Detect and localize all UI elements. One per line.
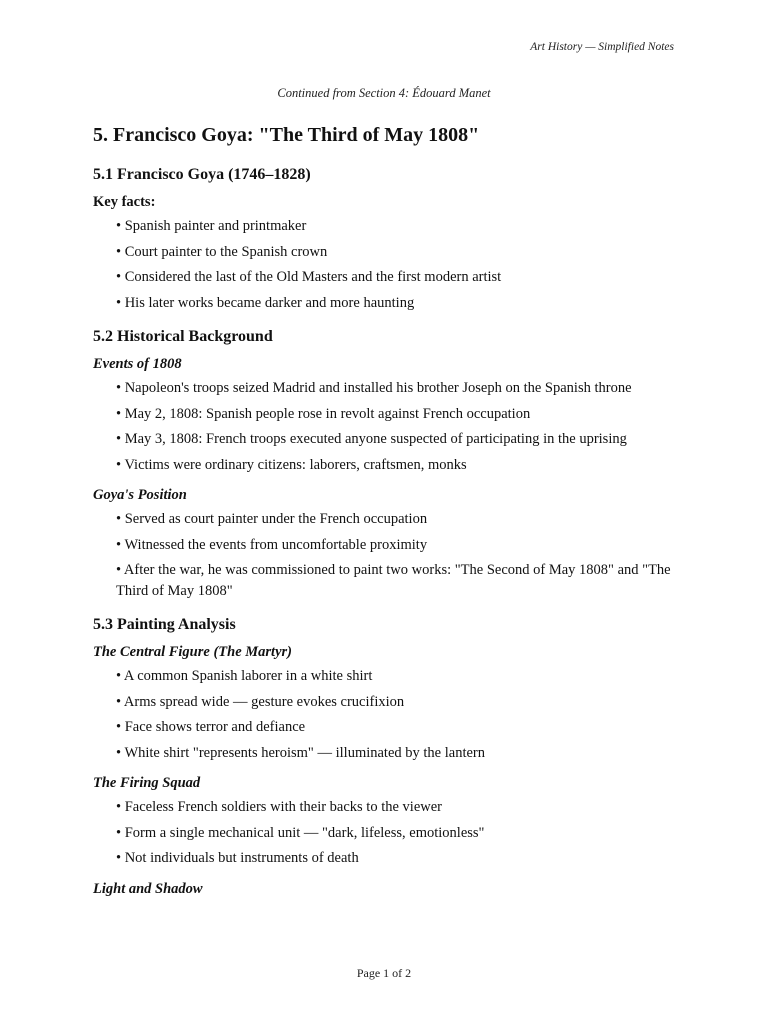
- bullet-list: [93, 216, 683, 313]
- list-item: • Arms spread wide — gesture evokes crucifixion: [116, 693, 405, 710]
- section-historical-background: [93, 326, 683, 601]
- list-item: • Considered the last of the Old Masters and the first modern artist: [116, 269, 502, 285]
- bullet-list: [93, 797, 683, 869]
- page-number: Page 1 of 2: [356, 966, 412, 980]
- subsection-goyas-position: [93, 485, 683, 601]
- section-heading: 5.2 Historical Background: [93, 328, 273, 345]
- subsection-heading: Goya's Position: [93, 487, 187, 503]
- subsection-central-figure: [93, 642, 683, 763]
- list-item: • After the war, he was commissioned to paint two works: "The Second of May 1808" and "The Third of May 1808": [116, 562, 671, 599]
- subsection-light-shadow: [93, 879, 683, 899]
- list-item: • Served as court painter under the French occupation: [116, 511, 428, 527]
- subsection-key-facts: [93, 192, 683, 313]
- subsection-heading: Key facts:: [93, 194, 156, 210]
- section-painting-analysis: [93, 614, 683, 899]
- list-item: • Napoleon's troops seized Madrid and installed his brother Joseph on the Spanish throne: [116, 380, 632, 396]
- list-item: • Spanish painter and printmaker: [116, 218, 307, 234]
- list-item: • A common Spanish laborer in a white shirt: [116, 668, 373, 684]
- list-item: • Faceless French soldiers with their backs to the viewer: [116, 799, 443, 815]
- list-item: • Court painter to the Spanish crown: [116, 243, 328, 260]
- subsection-events-1808: [93, 354, 683, 475]
- bullet-list: [93, 666, 683, 763]
- list-item: • Victims were ordinary citizens: laborers, craftsmen, monks: [116, 456, 467, 473]
- list-item: • White shirt "represents heroism" — illuminated by the lantern: [116, 744, 485, 761]
- running-header: Art History — Simplified Notes: [530, 41, 674, 53]
- list-item: • Face shows terror and defiance: [116, 719, 306, 735]
- document-body: [93, 122, 683, 912]
- list-item: • May 2, 1808: Spanish people rose in revolt against French occupation: [116, 405, 531, 422]
- subsection-firing-squad: [93, 773, 683, 869]
- bullet-list: [93, 509, 683, 601]
- continued-note: Continued from Section 4: Édouard Manet: [277, 86, 491, 100]
- subsection-heading: Events of 1808: [93, 356, 182, 372]
- list-item: • Witnessed the events from uncomfortable proximity: [116, 536, 428, 553]
- list-item: • Form a single mechanical unit — "dark, lifeless, emotionless": [116, 824, 485, 841]
- bullet-list: [93, 378, 683, 475]
- list-item: • May 3, 1808: French troops executed anyone suspected of participating in the uprising: [116, 431, 627, 447]
- section-goya-bio: [93, 164, 683, 313]
- page-title: 5. Francisco Goya: "The Third of May 1808": [93, 124, 480, 146]
- list-item: • His later works became darker and more haunting: [116, 294, 415, 311]
- subsection-heading: The Central Figure (The Martyr): [93, 644, 292, 660]
- section-heading: 5.3 Painting Analysis: [93, 616, 236, 633]
- list-item: • Not individuals but instruments of death: [116, 850, 359, 866]
- section-heading: 5.1 Francisco Goya (1746–1828): [93, 166, 311, 183]
- subsection-heading: Light and Shadow: [93, 880, 203, 897]
- subsection-heading: The Firing Squad: [93, 775, 201, 791]
